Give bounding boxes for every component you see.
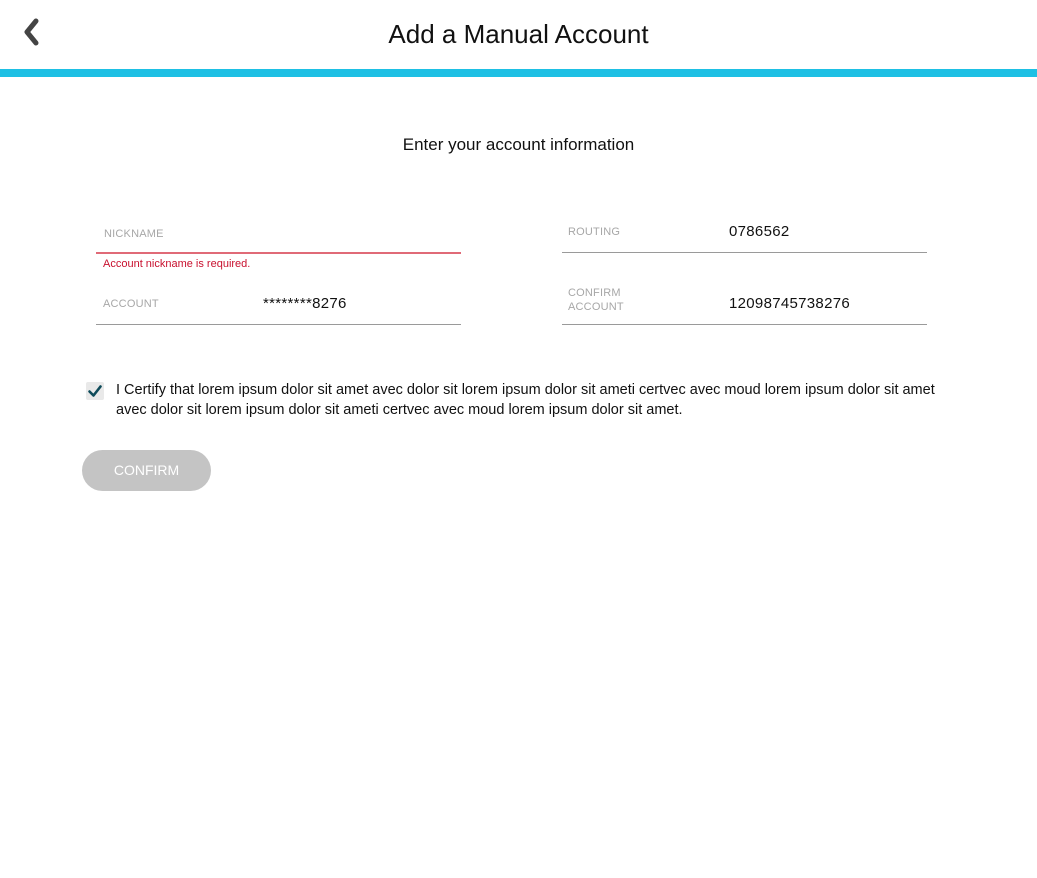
certify-text: I Certify that lorem ipsum dolor sit amet avec dolor sit lorem ipsum dolor sit ameti certvec avec moud lorem ipsum dolor sit amet avec dolor sit lorem ipsum dolor sit ameti certvec avec moud lorem ipsum dolor sit amet. <box>116 382 935 418</box>
confirm-button[interactable]: CONFIRM <box>82 450 211 491</box>
confirm-account-value: 12098745738276 <box>729 295 850 312</box>
nickname-label: NICKNAME <box>104 228 164 240</box>
routing-label: ROUTING <box>568 226 621 238</box>
checkmark-icon <box>87 383 103 399</box>
certify-checkbox[interactable] <box>86 382 104 400</box>
header-bar <box>0 0 1037 70</box>
confirm-account-label-line2: ACCOUNT <box>568 301 624 313</box>
accent-bar <box>0 69 1037 77</box>
confirm-account-field[interactable] <box>562 284 927 325</box>
account-label: ACCOUNT <box>103 298 159 310</box>
nickname-error-message: Account nickname is required. <box>103 258 251 270</box>
routing-field[interactable] <box>562 212 927 253</box>
routing-value: 0786562 <box>729 223 790 240</box>
account-value: ********8276 <box>263 295 347 312</box>
nickname-field[interactable] <box>96 212 461 254</box>
confirm-account-label-line1: CONFIRM <box>568 287 621 299</box>
account-field[interactable] <box>96 284 461 325</box>
page-title: Add a Manual Account <box>388 19 649 49</box>
form-subtitle: Enter your account information <box>402 135 635 154</box>
